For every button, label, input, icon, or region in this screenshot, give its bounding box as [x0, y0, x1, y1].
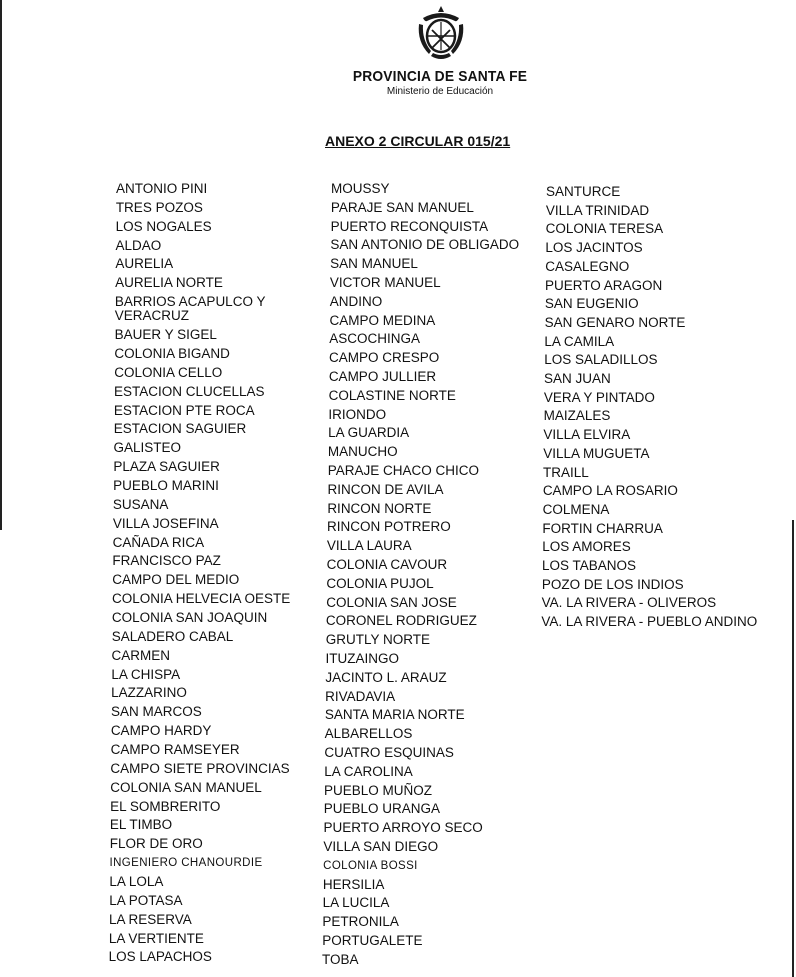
locality-item: SUSANA: [112, 496, 169, 512]
locality-item: CAMPO MEDINA: [329, 312, 436, 328]
locality-item: RINCON NORTE: [327, 500, 432, 516]
locality-item: MOUSSY: [331, 181, 390, 196]
locality-item: CAMPO CRESPO: [329, 350, 440, 366]
locality-item: RINCON DE AVILA: [327, 481, 444, 497]
locality-item: SALADERO CABAL: [111, 628, 234, 644]
locality-item: COLONIA TERESA: [545, 221, 664, 237]
locality-item: LA VERTIENTE: [108, 930, 204, 946]
locality-item: FLOR DE ORO: [109, 836, 203, 852]
scan-edge-right: [792, 520, 794, 977]
locality-item: PUERTO ARAGON: [545, 277, 663, 293]
locality-item: VA. LA RIVERA - PUEBLO ANDINO: [541, 614, 758, 630]
locality-item: LOS NOGALES: [115, 218, 212, 234]
locality-item: EL TIMBO: [109, 817, 173, 833]
locality-item: FRANCISCO PAZ: [112, 553, 221, 569]
locality-item: RIVADAVIA: [325, 688, 396, 704]
locality-item: CASALEGNO: [545, 258, 630, 274]
locality-item: RINCON POTRERO: [327, 519, 451, 535]
locality-item: LA LUCILA: [322, 895, 390, 911]
locality-item: VA. LA RIVERA - OLIVEROS: [541, 595, 717, 611]
locality-item: COLONIA SAN JOSE: [326, 594, 457, 610]
locality-item: COLONIA BIGAND: [114, 345, 230, 361]
locality-item: LA GUARDIA: [328, 425, 410, 441]
locality-item: ESTACION CLUCELLAS: [114, 383, 265, 399]
locality-item: JACINTO L. ARAUZ: [325, 669, 447, 685]
locality-item: LA POTASA: [109, 892, 183, 908]
locality-item: VILLA ELVIRA: [543, 427, 631, 443]
locality-item: BAUER Y SIGEL: [114, 327, 217, 342]
locality-item: SAN MANUEL: [330, 256, 418, 272]
locality-item: AURELIA: [115, 256, 174, 272]
locality-item: ITUZAINGO: [325, 651, 399, 666]
locality-item: LOS AMORES: [542, 539, 631, 555]
locality-item: CAÑADA RICA: [112, 534, 205, 550]
locality-item: MAIZALES: [543, 408, 611, 424]
locality-item: HERSILIA: [322, 876, 385, 892]
locality-item: PARAJE CHACO CHICO: [327, 463, 479, 478]
locality-item: LA RESERVA: [109, 911, 192, 927]
locality-item: GRUTLY NORTE: [325, 632, 430, 648]
locality-item: CARMEN: [111, 647, 171, 663]
locality-item: COLONIA CAVOUR: [326, 557, 448, 572]
locality-item: COLASTINE NORTE: [328, 387, 456, 403]
locality-item: PUERTO RECONQUISTA: [330, 218, 489, 234]
locality-item: GALISTEO: [113, 440, 182, 456]
locality-item: PUEBLO URANGA: [323, 801, 440, 817]
locality-item: LA CHISPA: [111, 666, 181, 682]
locality-item: SAN EUGENIO: [544, 296, 639, 312]
locality-item: LOS LAPACHOS: [108, 949, 212, 965]
locality-item: LOS SALADILLOS: [544, 352, 658, 368]
locality-item: VILLA LAURA: [326, 538, 412, 554]
locality-item: PUERTO ARROYO SECO: [323, 820, 483, 836]
locality-item: LA LOLA: [109, 874, 164, 889]
locality-item: PLAZA SAGUIER: [113, 459, 220, 474]
locality-item: TOBA: [322, 951, 359, 967]
locality-item: CAMPO LA ROSARIO: [542, 483, 678, 499]
document-title: ANEXO 2 CIRCULAR 015/21: [325, 133, 511, 149]
locality-item: ANTONIO PINI: [116, 181, 208, 196]
locality-item: ANDINO: [329, 293, 383, 309]
locality-item: ESTACION SAGUIER: [113, 421, 247, 437]
locality-item: POZO DE LOS INDIOS: [541, 576, 684, 592]
locality-item: ASCOCHINGA: [329, 331, 420, 347]
province-name: PROVINCIA DE SANTA FE: [352, 68, 528, 85]
locality-item: SAN ANTONIO DE OBLIGADO: [330, 237, 520, 253]
locality-item: LA CAMILA: [544, 333, 615, 349]
locality-item: PETRONILA: [322, 914, 399, 930]
locality-item: ALBARELLOS: [324, 726, 413, 742]
locality-item: PORTUGALETE: [322, 933, 423, 948]
locality-item: LOS JACINTOS: [545, 240, 643, 256]
locality-item: COLONIA SAN JOAQUIN: [111, 609, 268, 625]
locality-item: CUATRO ESQUINAS: [324, 745, 454, 760]
locality-item: COLONIA HELVECIA OESTE: [112, 591, 291, 607]
locality-item: COLONIA BOSSI: [323, 859, 418, 872]
locality-item: CAMPO HARDY: [110, 723, 212, 739]
locality-item: COLONIA SAN MANUEL: [110, 779, 262, 795]
locality-item: COLONIA PUJOL: [326, 575, 434, 591]
locality-item: VILLA MUGUETA: [543, 445, 650, 461]
coat-of-arms-icon: [415, 4, 467, 64]
locality-item: LA CAROLINA: [324, 763, 413, 779]
locality-item: TRES POZOS: [115, 199, 203, 215]
locality-item: EL SOMBRERITO: [110, 798, 221, 814]
locality-item: PUEBLO MARINI: [113, 477, 219, 493]
locality-item: PARAJE SAN MANUEL: [330, 199, 474, 215]
locality-item: SANTURCE: [546, 184, 621, 199]
locality-item: VERA Y PINTADO: [543, 389, 655, 405]
locality-item: ESTACION PTE ROCA: [113, 402, 255, 418]
locality-item: CAMPO RAMSEYER: [110, 741, 240, 757]
locality-item: SANTA MARIA NORTE: [324, 707, 465, 723]
locality-item: SAN GENARO NORTE: [544, 314, 686, 330]
locality-item: COLONIA CELLO: [114, 364, 223, 380]
locality-item: VILLA JOSEFINA: [112, 515, 219, 531]
locality-item: ALDAO: [115, 237, 162, 253]
ministry-name: Ministerio de Educación: [386, 86, 494, 97]
locality-item: LAZZARINO: [111, 685, 187, 701]
locality-item: CORONEL RODRIGUEZ: [325, 613, 477, 629]
locality-item: SAN MARCOS: [111, 704, 202, 720]
scan-edge-left: [0, 0, 2, 530]
locality-item: VILLA SAN DIEGO: [323, 839, 439, 854]
locality-item: INGENIERO CHANOURDIE: [109, 857, 263, 870]
locality-item: AURELIA NORTE: [115, 275, 223, 291]
locality-item: PUEBLO MUÑOZ: [324, 782, 433, 798]
locality-item: COLMENA: [542, 501, 610, 517]
locality-item: CAMPO SIETE PROVINCIAS: [110, 760, 290, 776]
locality-item: FORTIN CHARRUA: [542, 520, 663, 536]
locality-item: IRIONDO: [328, 406, 387, 422]
locality-item: LOS TABANOS: [542, 558, 637, 573]
locality-item: SAN JUAN: [544, 371, 611, 386]
locality-item: VICTOR MANUEL: [329, 275, 441, 290]
locality-item: TRAILL: [543, 464, 589, 480]
locality-item: VERACRUZ: [114, 308, 189, 324]
locality-item: CAMPO DEL MEDIO: [112, 572, 240, 588]
locality-item: CAMPO JULLIER: [328, 369, 437, 384]
locality-item: BARRIOS ACAPULCO Y: [114, 294, 266, 310]
locality-item: MANUCHO: [327, 444, 398, 460]
locality-item: VILLA TRINIDAD: [545, 202, 650, 218]
